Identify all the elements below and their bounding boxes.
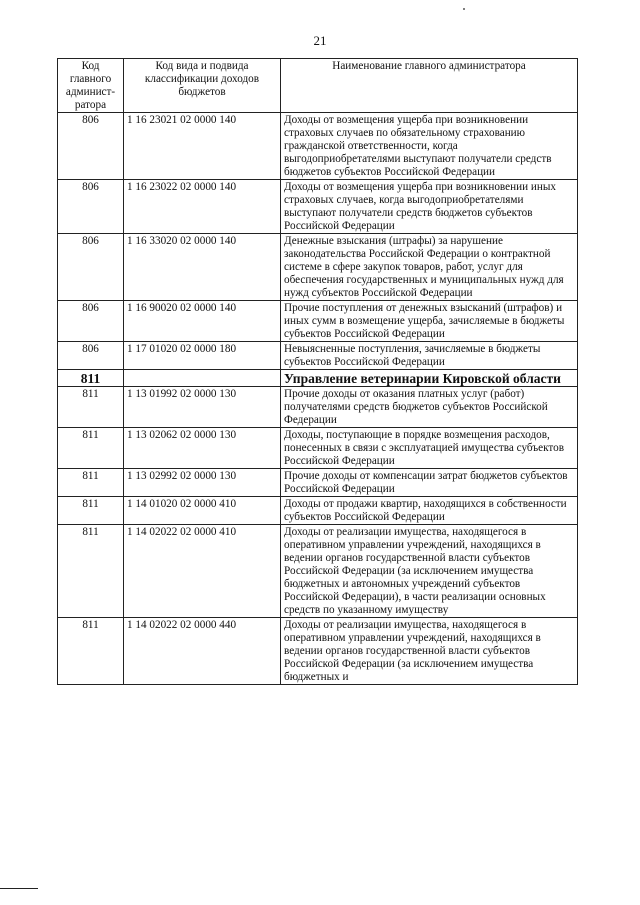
admin-name-cell: Невыясненные поступления, зачисляемые в бюджеты субъектов Российской Федерации: [281, 342, 578, 370]
page-number: 21: [313, 33, 327, 48]
table-row: [58, 301, 578, 342]
admin-code-cell: 811: [58, 387, 124, 428]
footnote-divider: [0, 888, 38, 889]
admin-name-cell: Доходы от возмещения ущерба при возникновении иных страховых случаев, когда выгодоприобретателями выступают получатели средств бюджетов субъектов Российской Федерации: [281, 180, 578, 234]
admin-code-cell: 811: [58, 469, 124, 497]
classification-code-cell: 1 14 02022 02 0000 410: [124, 525, 281, 618]
admin-code-cell: 811: [58, 428, 124, 469]
admin-code-cell: 806: [58, 113, 124, 180]
classification-code-cell: 1 17 01020 02 0000 180: [124, 342, 281, 370]
admin-name-cell: Доходы от реализации имущества, находящегося в оперативном управлении учреждений, находящихся в ведении органов государственной власти субъектов Российской Федерации (за исключением имущества бюджетных и автономных учреждений субъектов Российской Федерации), в части реализации основных средств по указанному имуществу: [281, 525, 578, 618]
table-body: [58, 113, 578, 685]
classification-code-cell: 1 16 23021 02 0000 140: [124, 113, 281, 180]
admin-code-cell: 806: [58, 342, 124, 370]
classification-code-cell: 1 16 23022 02 0000 140: [124, 180, 281, 234]
table-row: [58, 342, 578, 370]
table-row: [58, 618, 578, 685]
admin-name-cell: Прочие поступления от денежных взысканий (штрафов) и иных сумм в возмещение ущерба, зачисляемые в бюджеты субъектов Российской Федерации: [281, 301, 578, 342]
admin-name-cell: Доходы от продажи квартир, находящихся в собственности субъектов Российской Федерации: [281, 497, 578, 525]
table-row: [58, 234, 578, 301]
classification-code-cell: 1 13 01992 02 0000 130: [124, 387, 281, 428]
admin-name-cell: Денежные взыскания (штрафы) за нарушение законодательства Российской Федерации о контрактной системе в сфере закупок товаров, работ, услуг для обеспечения государственных и муниципальных нужд для нужд субъектов Российской Федерации: [281, 234, 578, 301]
table-header-row: [58, 59, 578, 113]
table-row: [58, 180, 578, 234]
admin-name-cell: Доходы от реализации имущества, находящегося в оперативном управлении учреждений, находящихся в ведении органов государственной власти субъектов Российской Федерации (за исключением имущества бюджетных и: [281, 618, 578, 685]
admin-code-cell: 806: [58, 234, 124, 301]
admin-name-cell: Доходы, поступающие в порядке возмещения расходов, понесенных в связи с эксплуатацией имущества субъектов Российской Федерации: [281, 428, 578, 469]
admin-code-cell: 811: [58, 618, 124, 685]
admin-name-cell: Прочие доходы от компенсации затрат бюджетов субъектов Российской Федерации: [281, 469, 578, 497]
table-row: [58, 387, 578, 428]
section-row: [58, 370, 578, 387]
revenue-admin-table: [57, 58, 578, 685]
header-classification-code: Код вида и подвида классификации доходов бюджетов: [124, 59, 281, 113]
admin-code-cell: 811: [58, 497, 124, 525]
table-row: [58, 525, 578, 618]
classification-code-cell: 1 16 90020 02 0000 140: [124, 301, 281, 342]
header-admin-name: Наименование главного администратора: [281, 59, 578, 113]
table-row: [58, 497, 578, 525]
classification-code-cell: 1 16 33020 02 0000 140: [124, 234, 281, 301]
classification-code-cell: 1 14 02022 02 0000 440: [124, 618, 281, 685]
admin-name-cell: Прочие доходы от оказания платных услуг (работ) получателями средств бюджетов субъектов Российской Федерации: [281, 387, 578, 428]
admin-code-cell: 806: [58, 180, 124, 234]
admin-name-cell: Доходы от возмещения ущерба при возникновении страховых случаев по обязательному страхованию гражданской ответственности, когда выгодоприобретателями выступают получатели средств бюджетов субъектов Российской Федерации: [281, 113, 578, 180]
header-admin-code: Код главного админист-ратора: [58, 59, 124, 113]
classification-code-cell: 1 13 02062 02 0000 130: [124, 428, 281, 469]
table-row: [58, 113, 578, 180]
classification-code-cell: [124, 370, 281, 387]
stray-mark: [463, 8, 465, 10]
classification-code-cell: 1 13 02992 02 0000 130: [124, 469, 281, 497]
admin-code-cell: 811: [58, 525, 124, 618]
table-row: [58, 428, 578, 469]
admin-name-cell: Управление ветеринарии Кировской области: [281, 370, 578, 387]
admin-code-cell: 806: [58, 301, 124, 342]
table-row: [58, 469, 578, 497]
admin-code-cell: 811: [58, 370, 124, 387]
classification-code-cell: 1 14 01020 02 0000 410: [124, 497, 281, 525]
